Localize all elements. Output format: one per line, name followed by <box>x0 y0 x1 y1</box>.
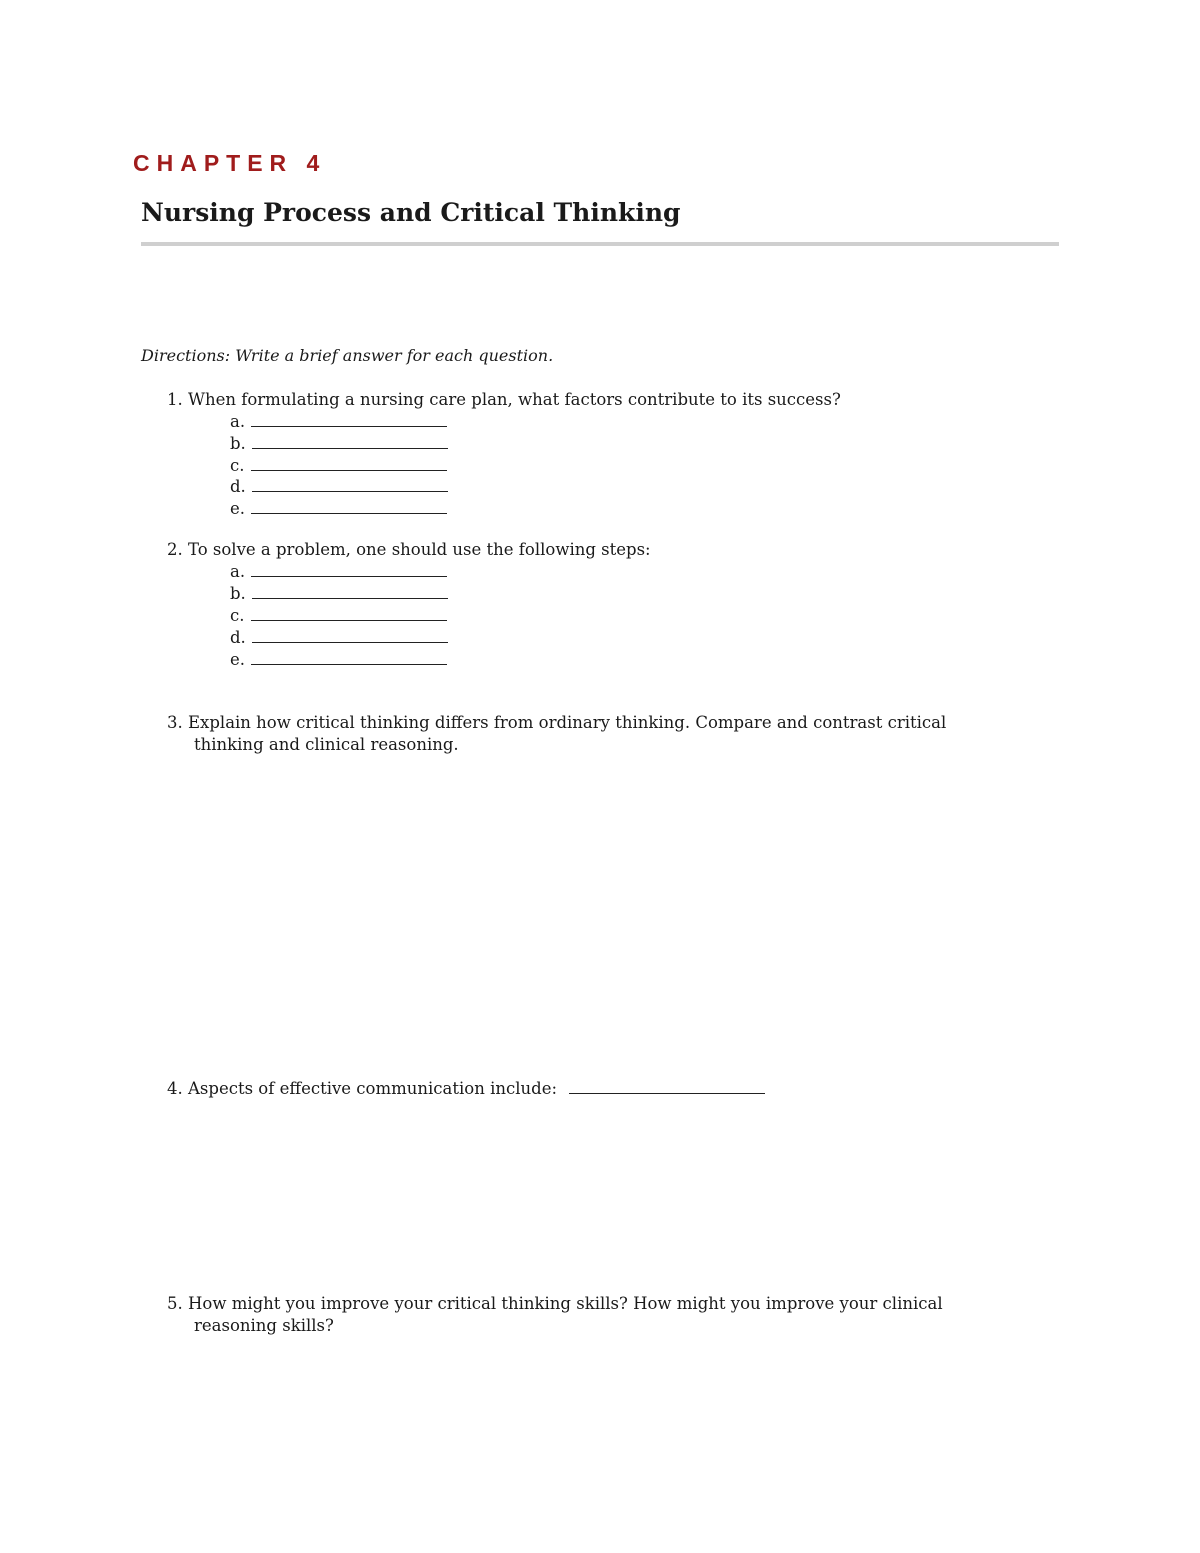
question-number: 4. <box>167 1079 183 1098</box>
item-letter: b. <box>230 434 246 453</box>
answer-blank[interactable] <box>252 476 448 492</box>
answer-blank[interactable] <box>569 1078 765 1094</box>
item-letter: c. <box>230 456 245 475</box>
question-text-line-1: How might you improve your critical thinking skills? How might you improve your clinical <box>188 1294 943 1313</box>
question-text-line-2: reasoning skills? <box>194 1316 334 1335</box>
question-2 <box>167 539 651 561</box>
question-number: 3. <box>167 713 183 732</box>
question-text: Aspects of effective communication include: <box>188 1079 558 1098</box>
item-letter: a. <box>230 562 246 581</box>
answer-blank[interactable] <box>251 649 447 665</box>
question-text: To solve a problem, one should use the following steps: <box>188 540 651 559</box>
answer-blank[interactable] <box>252 433 448 449</box>
item-letter: a. <box>230 412 246 431</box>
answer-item[interactable] <box>230 476 448 498</box>
answer-item[interactable] <box>230 649 447 671</box>
question-5 <box>167 1293 943 1337</box>
chapter-label: CHAPTER 4 <box>133 150 327 176</box>
answer-blank[interactable] <box>251 455 447 471</box>
question-text: When formulating a nursing care plan, what factors contribute to its success? <box>188 390 841 409</box>
answer-blank[interactable] <box>252 583 448 599</box>
title-divider <box>141 242 1059 246</box>
answer-item[interactable] <box>230 433 448 455</box>
question-number: 1. <box>167 390 183 409</box>
question-text-line-2: thinking and clinical reasoning. <box>194 735 459 754</box>
item-letter: d. <box>230 628 246 647</box>
answer-blank[interactable] <box>251 561 447 577</box>
item-letter: d. <box>230 477 246 496</box>
question-4 <box>167 1078 765 1100</box>
question-number: 2. <box>167 540 183 559</box>
question-text-line-1: Explain how critical thinking differs from ordinary thinking. Compare and contrast critical <box>188 713 947 732</box>
question-number: 5. <box>167 1294 183 1313</box>
directions: Directions: Write a brief answer for each question. <box>141 346 554 365</box>
answer-item[interactable] <box>230 627 448 649</box>
page-title: Nursing Process and Critical Thinking <box>141 198 681 227</box>
question-1 <box>167 389 841 411</box>
answer-item[interactable] <box>230 561 447 583</box>
answer-blank[interactable] <box>252 627 448 643</box>
answer-item[interactable] <box>230 411 447 433</box>
answer-item[interactable] <box>230 498 447 520</box>
item-letter: e. <box>230 650 246 669</box>
answer-blank[interactable] <box>251 498 447 514</box>
answer-item[interactable] <box>230 583 448 605</box>
answer-blank[interactable] <box>251 605 447 621</box>
item-letter: e. <box>230 499 246 518</box>
answer-blank[interactable] <box>251 411 447 427</box>
item-letter: c. <box>230 606 245 625</box>
answer-item[interactable] <box>230 455 447 477</box>
item-letter: b. <box>230 584 246 603</box>
question-3 <box>167 712 946 756</box>
answer-item[interactable] <box>230 605 447 627</box>
